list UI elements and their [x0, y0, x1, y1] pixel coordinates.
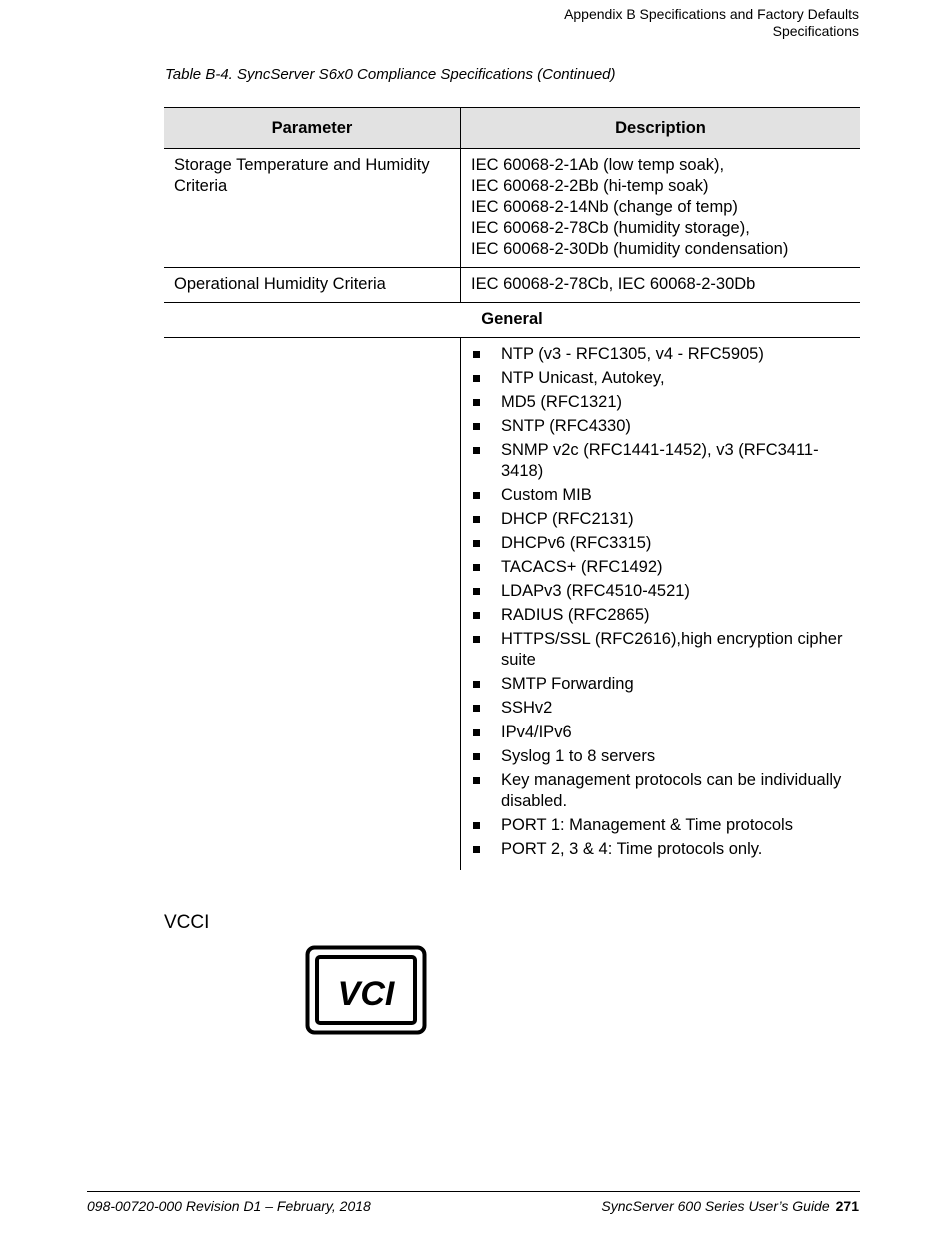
parameter-cell: Operational Humidity Criteria: [164, 268, 461, 303]
list-item: [471, 698, 850, 719]
footer-guide: [601, 1198, 859, 1214]
table-row-general: [164, 338, 860, 871]
list-item-text: SSHv2: [501, 699, 553, 717]
list-item: [471, 344, 850, 365]
list-item: [471, 416, 850, 437]
compliance-specifications-table: [164, 107, 860, 870]
footer-guide-title: SyncServer 600 Series User’s Guide: [601, 1198, 830, 1214]
list-item: [471, 815, 850, 836]
description-cell: [461, 338, 861, 871]
table-row: [164, 268, 860, 303]
table-caption: Table B-4. SyncServer S6x0 Compliance Specifications (Continued): [165, 66, 616, 83]
list-item: [471, 485, 850, 506]
running-header-section: Specifications: [772, 23, 859, 39]
description-cell: [461, 268, 861, 303]
list-item: [471, 392, 850, 413]
bullet-square-icon: [473, 822, 480, 829]
list-item: [471, 629, 850, 671]
description-line: IEC 60068-2-30Db (humidity condensation): [471, 240, 789, 258]
list-item: [471, 533, 850, 554]
vcci-logo-icon: [305, 945, 427, 1035]
list-item: [471, 770, 850, 812]
list-item-text: IPv4/IPv6: [501, 723, 572, 741]
description-line: IEC 60068-2-1Ab (low temp soak),: [471, 156, 725, 174]
section-title-general: General: [164, 303, 860, 338]
bullet-square-icon: [473, 516, 480, 523]
parameter-cell: Storage Temperature and Humidity Criteria: [164, 149, 461, 268]
list-item-text: NTP Unicast, Autokey,: [501, 369, 665, 387]
bullet-square-icon: [473, 612, 480, 619]
list-item-text: DHCP (RFC2131): [501, 510, 634, 528]
running-header-chapter: Appendix B Specifications and Factory Defaults: [564, 6, 859, 22]
list-item-text: PORT 2, 3 & 4: Time protocols only.: [501, 840, 763, 858]
list-item-text: MD5 (RFC1321): [501, 393, 623, 411]
table-header-row: [164, 108, 860, 149]
list-item: [471, 605, 850, 626]
list-item: [471, 839, 850, 860]
list-item: [471, 746, 850, 767]
bullet-square-icon: [473, 588, 480, 595]
bullet-square-icon: [473, 777, 480, 784]
footer-document-revision: 098-00720-000 Revision D1 – February, 2018: [87, 1198, 371, 1214]
description-line: IEC 60068-2-14Nb (change of temp): [471, 198, 738, 216]
list-item: [471, 509, 850, 530]
list-item: [471, 674, 850, 695]
footer-rule: [87, 1191, 860, 1192]
list-item-text: Key management protocols can be individually disabled.: [501, 771, 842, 810]
column-header-description: Description: [461, 108, 861, 149]
list-item-text: DHCPv6 (RFC3315): [501, 534, 652, 552]
list-item-text: TACACS+ (RFC1492): [501, 558, 663, 576]
bullet-square-icon: [473, 753, 480, 760]
list-item-text: Custom MIB: [501, 486, 592, 504]
bullet-square-icon: [473, 564, 480, 571]
section-row-general: [164, 303, 860, 338]
vcci-logo-text: VCI: [337, 975, 395, 1013]
description-cell: [461, 149, 861, 268]
list-item: [471, 368, 850, 389]
vcci-logo: [305, 945, 427, 1040]
bullet-square-icon: [473, 351, 480, 358]
bullet-square-icon: [473, 540, 480, 547]
bullet-square-icon: [473, 492, 480, 499]
list-item: [471, 440, 850, 482]
bullet-square-icon: [473, 729, 480, 736]
list-item-text: LDAPv3 (RFC4510-4521): [501, 582, 690, 600]
bullet-square-icon: [473, 681, 480, 688]
bullet-square-icon: [473, 375, 480, 382]
list-item-text: HTTPS/SSL (RFC2616),high encryption cipher suite: [501, 630, 843, 669]
column-header-parameter: Parameter: [164, 108, 461, 149]
bullet-square-icon: [473, 705, 480, 712]
bullet-square-icon: [473, 846, 480, 853]
list-item-text: RADIUS (RFC2865): [501, 606, 650, 624]
bullet-square-icon: [473, 423, 480, 430]
list-item-text: SNMP v2c (RFC1441-1452), v3 (RFC3411-3418): [501, 441, 819, 480]
list-item-text: SNTP (RFC4330): [501, 417, 631, 435]
list-item: [471, 557, 850, 578]
bullet-square-icon: [473, 399, 480, 406]
list-item-text: Syslog 1 to 8 servers: [501, 747, 656, 765]
list-item-text: PORT 1: Management & Time protocols: [501, 816, 793, 834]
general-bullet-list: [471, 344, 850, 860]
page-number: 271: [835, 1198, 859, 1214]
list-item: [471, 581, 850, 602]
parameter-cell-empty: [164, 338, 461, 871]
list-item-text: NTP (v3 - RFC1305, v4 - RFC5905): [501, 345, 764, 363]
list-item-text: SMTP Forwarding: [501, 675, 634, 693]
list-item: [471, 722, 850, 743]
bullet-square-icon: [473, 447, 480, 454]
bullet-square-icon: [473, 636, 480, 643]
running-header: [564, 6, 859, 40]
vcci-heading: VCCI: [164, 912, 210, 933]
table-row: [164, 149, 860, 268]
description-line: IEC 60068-2-2Bb (hi-temp soak): [471, 177, 709, 195]
description-line: IEC 60068-2-78Cb, IEC 60068-2-30Db: [471, 275, 756, 293]
description-line: IEC 60068-2-78Cb (humidity storage),: [471, 219, 750, 237]
